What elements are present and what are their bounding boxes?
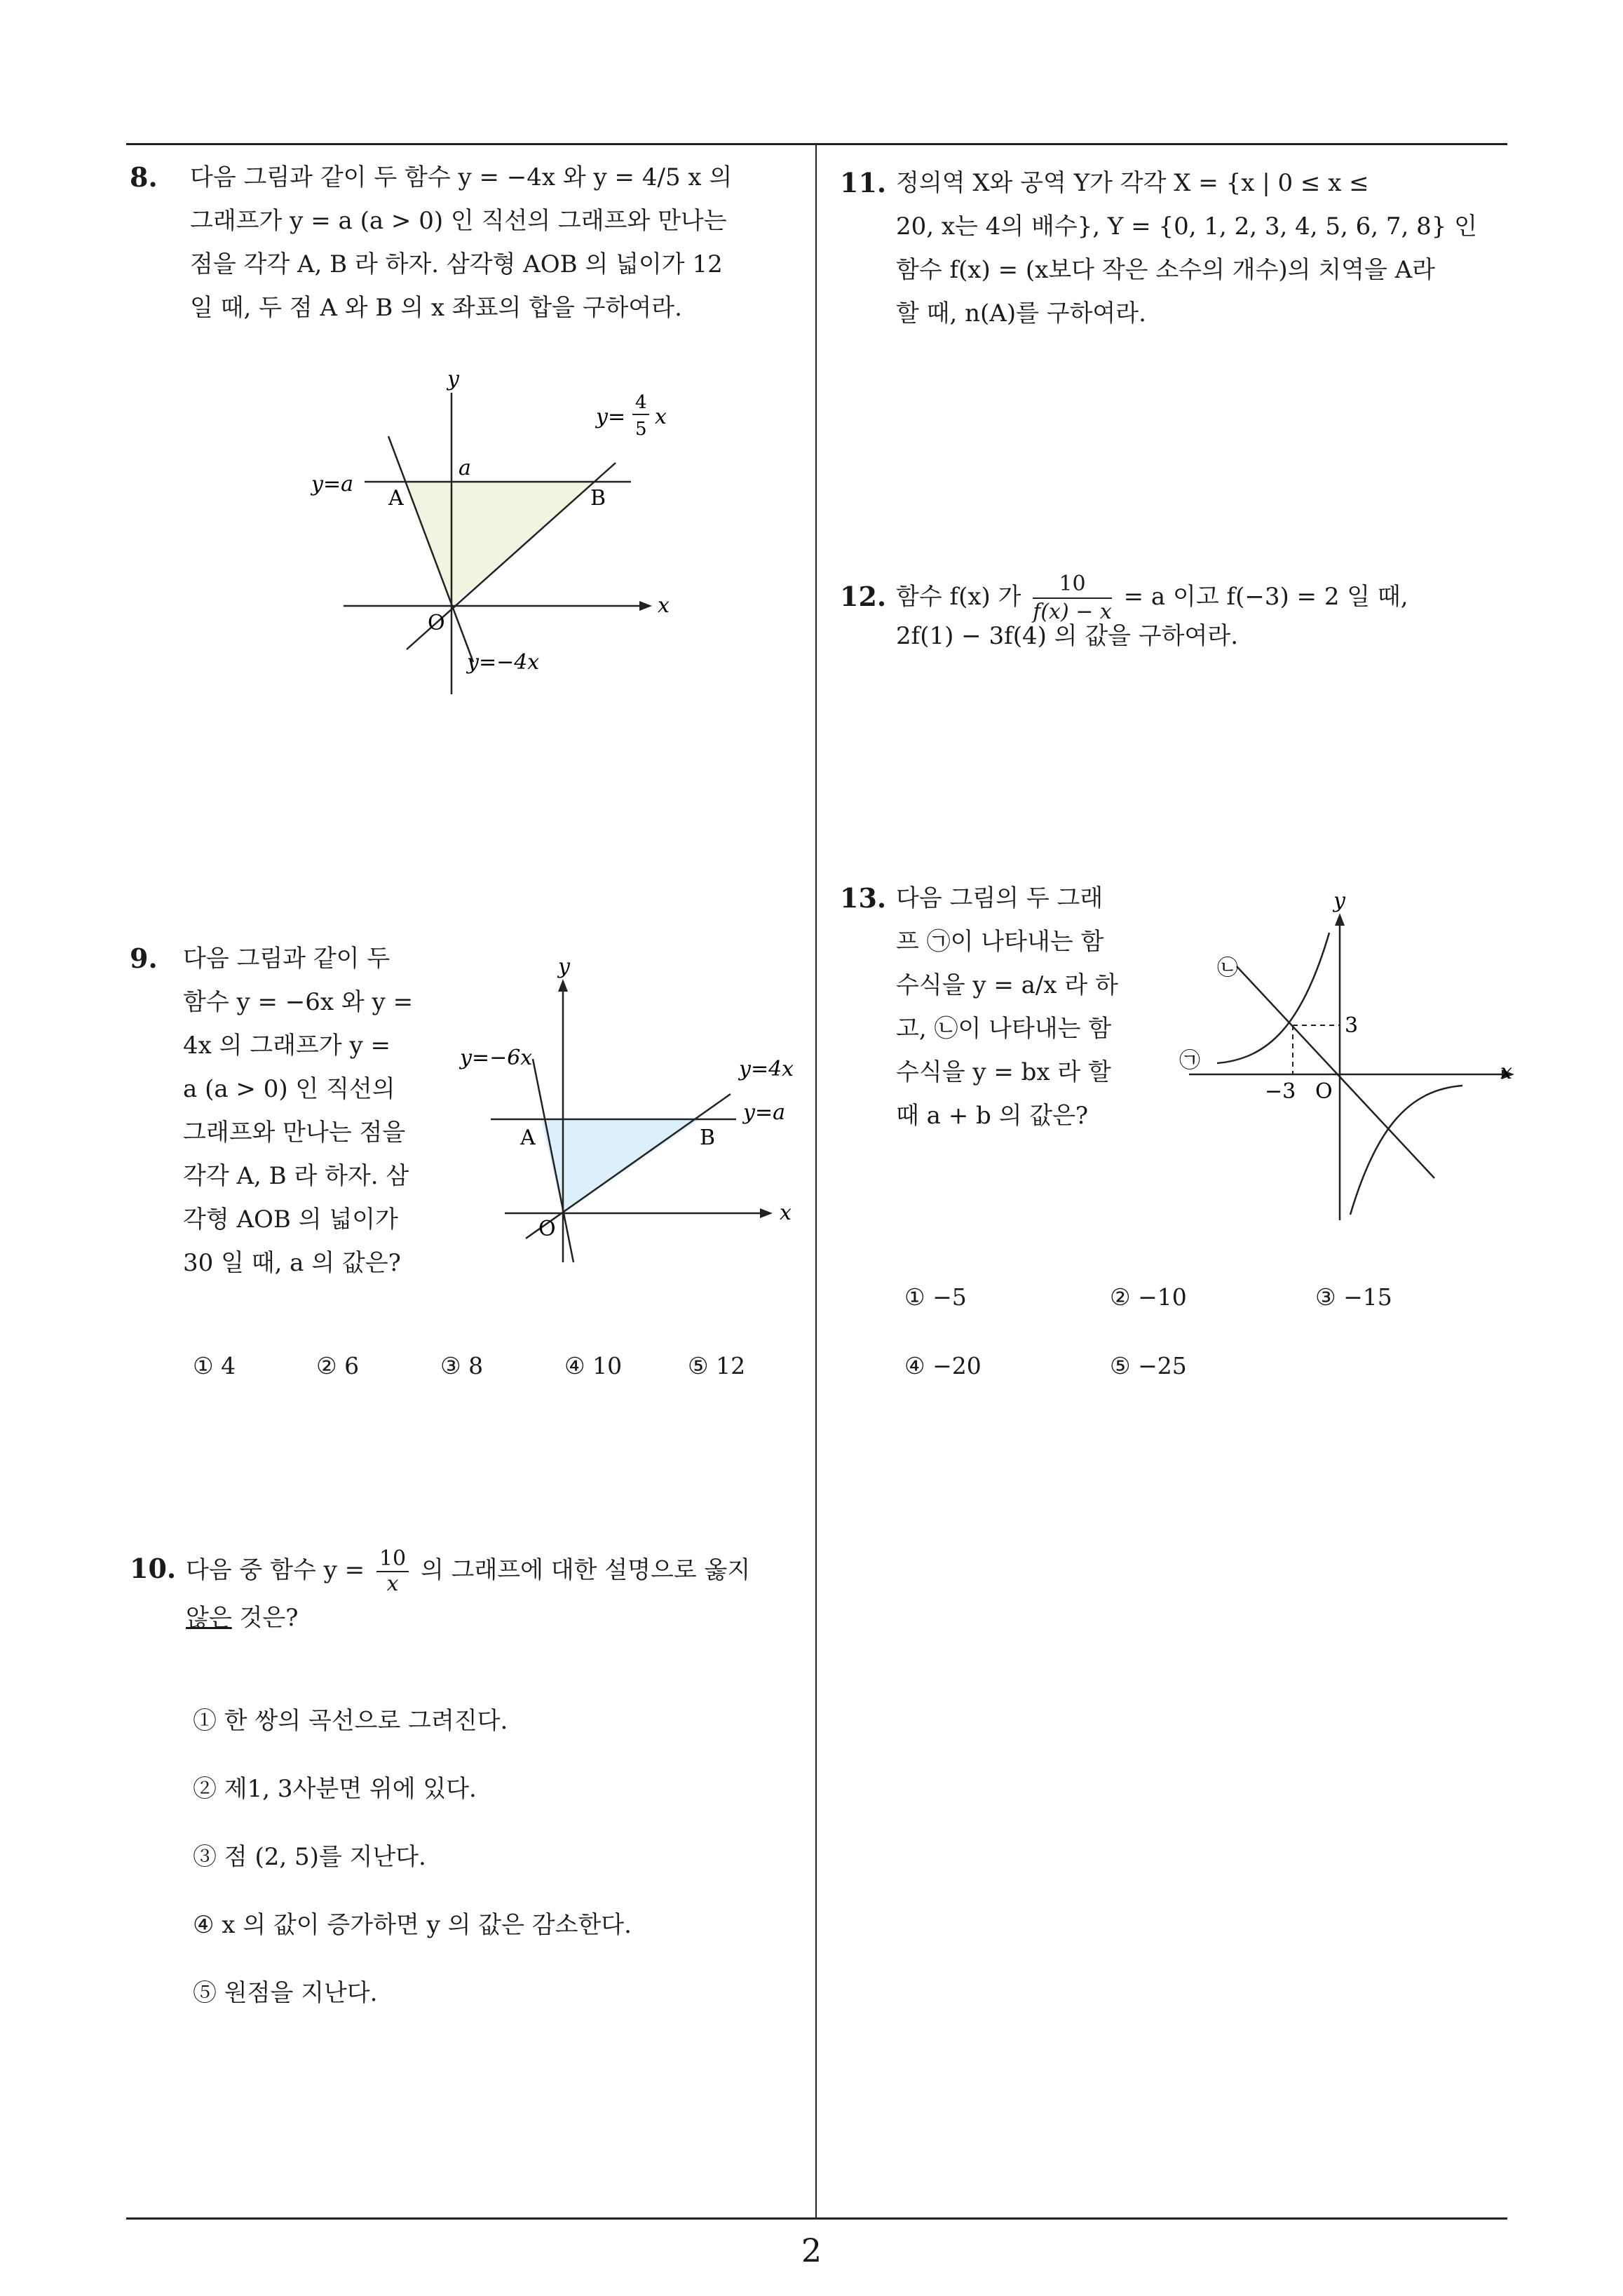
choice-4[interactable]: ④ x 의 값이 증가하면 y 의 값은 감소한다.	[193, 1911, 632, 1939]
point-b-label: B	[590, 486, 606, 511]
stem-part: 의 그래프에 대한 설명으로 옳지	[413, 1556, 751, 1584]
choice-5[interactable]: ⑤ 원점을 지난다.	[193, 1979, 378, 2007]
tick-label-y: 3	[1345, 1013, 1359, 1038]
question-9	[130, 937, 452, 1285]
question-text-line: a (a > 0) 인 직선의	[183, 1075, 395, 1103]
question-text-line: 수식을 y = bx 라 할	[896, 1058, 1111, 1086]
question-number: 13.	[840, 882, 887, 914]
point-a-label: A	[520, 1126, 536, 1150]
question-number: 11.	[840, 167, 887, 198]
question-number: 8.	[130, 161, 158, 193]
y-axis-arrow	[1335, 913, 1345, 926]
question-8	[130, 156, 803, 330]
q9-figure	[456, 954, 820, 1269]
question-text-line: 함수 y = −6x 와 y =	[183, 988, 414, 1016]
point-b-label: B	[700, 1126, 716, 1150]
point-a-label: A	[388, 486, 404, 511]
question-text-line: 각형 AOB 의 넓이가	[183, 1206, 398, 1234]
line-label-neg6x: y=−6x	[460, 1046, 533, 1070]
label-line: ㉡	[1217, 956, 1238, 980]
triangle-aob	[407, 482, 595, 606]
fraction-denominator: x	[386, 1572, 399, 1596]
hyperbola-branch-2	[1217, 933, 1329, 1063]
choice-5[interactable]: ⑤ 12	[688, 1352, 746, 1379]
top-rule	[126, 143, 1507, 145]
bottom-rule	[126, 2217, 1507, 2220]
x-axis-label: x	[780, 1201, 792, 1225]
question-text-line: 때 a + b 의 값은?	[896, 1102, 1089, 1130]
question-number: 9.	[130, 943, 158, 974]
page-number: 2	[801, 2231, 822, 2269]
choice-2[interactable]: ② −10	[1110, 1283, 1187, 1311]
question-text-line: 20, x는 4의 배수}, Y = {0, 1, 2, 3, 4, 5, 6, 7, 8} 인	[896, 212, 1477, 241]
question-text-line: 일 때, 두 점 A 와 B 의 x 좌표의 합을 구하여라.	[190, 294, 682, 322]
question-13	[840, 877, 1176, 1137]
question-text-line: 점을 각각 A, B 라 하자. 삼각형 AOB 의 넓이가 12	[190, 250, 723, 278]
fraction	[376, 1547, 409, 1596]
label-curve: ㉠	[1179, 1048, 1200, 1073]
choice-2[interactable]: ② 제1, 3사분면 위에 있다.	[193, 1775, 477, 1803]
q8-figure	[294, 365, 701, 701]
choice-2[interactable]: ② 6	[316, 1352, 360, 1379]
question-text-line: 함수 f(x) = (x보다 작은 소수의 개수)의 치역을 A라	[896, 256, 1435, 284]
stem-part: 다음 중 함수 y =	[186, 1556, 372, 1584]
fraction-numerator: 10	[376, 1547, 409, 1572]
choice-5[interactable]: ⑤ −25	[1110, 1352, 1187, 1379]
frac-label-den: 5	[635, 419, 647, 440]
x-axis-label: x	[658, 593, 670, 618]
question-text-line: 다음 그림과 같이 두	[183, 945, 391, 973]
fraction-numerator: 10	[1033, 571, 1112, 599]
line-label-y-a: y=a	[743, 1100, 785, 1125]
choice-1[interactable]: ① 한 쌍의 곡선으로 그려진다.	[193, 1707, 508, 1735]
stem-part: 것은?	[231, 1604, 299, 1632]
question-11	[840, 161, 1513, 335]
line-y-bx	[1237, 966, 1434, 1178]
question-text-line	[186, 1596, 803, 1640]
y-axis-label: y	[447, 367, 459, 391]
question-text-line: 그래프와 만나는 점을	[183, 1119, 406, 1147]
choice-4[interactable]: ④ −20	[904, 1352, 982, 1379]
question-text-line: 30 일 때, a 의 값은?	[183, 1249, 401, 1277]
line-label-neg4x: y=−4x	[467, 650, 540, 675]
origin-label: O	[1315, 1079, 1333, 1104]
question-text-line: 다음 그림의 두 그래	[896, 884, 1103, 912]
question-text-line	[186, 1547, 803, 1596]
choice-1[interactable]: ① −5	[904, 1283, 967, 1311]
a-mark: a	[459, 456, 471, 480]
question-text-line: 2f(1) − 3f(4) 의 값을 구하여라.	[896, 622, 1238, 650]
question-text-line: 그래프가 y = a (a > 0) 인 직선의 그래프와 만나는	[190, 207, 727, 235]
question-text-line: 고, ㉡이 나타내는 함	[896, 1015, 1112, 1043]
q13-figure	[1178, 891, 1528, 1227]
emphasis-underlined: 않은	[186, 1604, 232, 1632]
question-12	[840, 565, 1513, 658]
line-label-4x: y=4x	[739, 1057, 794, 1081]
x-axis-label: x	[1500, 1060, 1512, 1084]
question-number: 12.	[840, 581, 887, 612]
origin-label: O	[538, 1217, 556, 1241]
question-text-line: 각각 A, B 라 하자. 삼	[183, 1162, 409, 1190]
question-10	[130, 1547, 803, 1640]
frac-label-prefix: y=	[596, 405, 626, 429]
choice-3[interactable]: ③ 점 (2, 5)를 지난다.	[193, 1843, 426, 1871]
question-text-line: 수식을 y = a/x 라 하	[896, 971, 1118, 999]
fraction-denominator: f(x) − x	[1033, 600, 1112, 624]
y-axis-label: y	[558, 954, 570, 979]
origin-label: O	[428, 611, 445, 635]
choice-4[interactable]: ④ 10	[564, 1352, 623, 1379]
stem-part: = a 이고 f(−3) = 2 일 때,	[1115, 583, 1408, 611]
question-text-line: 4x 의 그래프가 y =	[183, 1032, 391, 1060]
x-axis-arrow	[760, 1208, 773, 1218]
choice-3[interactable]: ③ −15	[1315, 1283, 1392, 1311]
q10-choices	[193, 1701, 796, 2017]
line-label-y-a: y=a	[311, 472, 353, 497]
choice-1[interactable]: ① 4	[193, 1352, 236, 1379]
question-text-line: 할 때, n(A)를 구하여라.	[896, 299, 1146, 327]
question-text-line: 프 ㉠이 나타내는 함	[896, 928, 1104, 956]
question-text-line: 다음 그림과 같이 두 함수 y = −4x 와 y = 4/5 x 의	[190, 163, 733, 191]
y-axis-label: y	[1333, 891, 1345, 913]
y-axis-arrow	[558, 979, 568, 992]
question-text-line: 정의역 X와 공역 Y가 각각 X = {x | 0 ≤ x ≤	[896, 169, 1369, 197]
frac-label-num: 4	[635, 392, 647, 413]
x-axis-arrow	[639, 601, 652, 611]
tick-label-x: −3	[1265, 1079, 1296, 1104]
frac-label-suffix: x	[655, 405, 667, 429]
stem-part: 함수 f(x) 가	[896, 583, 1029, 611]
question-number: 10.	[130, 1553, 177, 1584]
choice-3[interactable]: ③ 8	[440, 1352, 484, 1379]
